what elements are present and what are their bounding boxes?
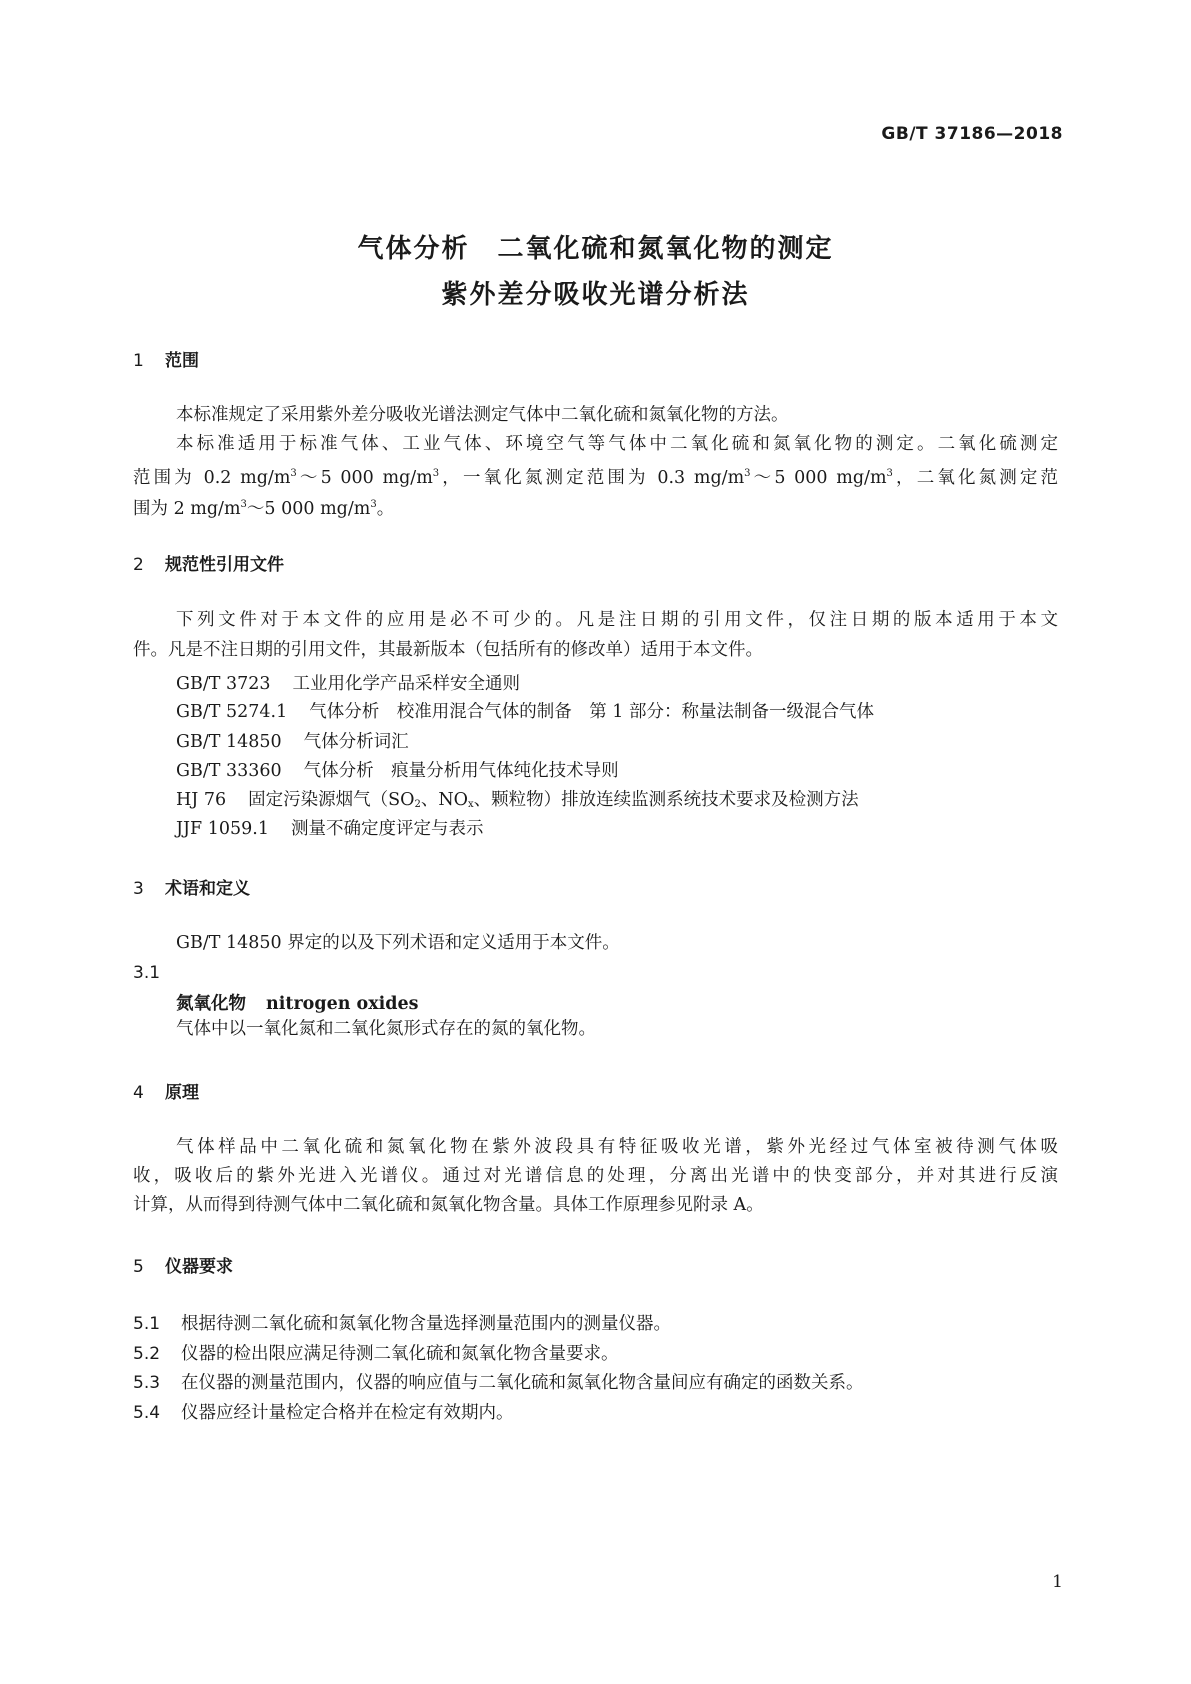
superscript: 3 [432,468,440,479]
text-run: 范围为 0.2 mg/m [133,468,291,488]
subscript: 2 [414,799,421,810]
requirement-item [133,1310,671,1335]
term-zh: 氮氧化物 [176,994,246,1014]
reference-code: GB/T 3723 [176,674,271,694]
text-run: ，一氧化氮测定范围为 0.3 mg/m [439,468,745,488]
text-run: ～5 000 mg/m [750,468,887,488]
reference-title: 、颗粒物）排放连续监测系统技术要求及检测方法 [473,790,859,810]
s4-line1: 气体样品中二氧化硫和氮氧化物在紫外波段具有特征吸收光谱，紫外光经过气体室被待测气体吸 [176,1137,1058,1157]
requirement-item [133,1399,514,1424]
reference-item [176,757,619,782]
term-en: nitrogen oxides [266,994,419,1014]
s1-para2-line1: 本标准适用于标准气体、工业气体、环境空气等气体中二氧化硫和氮氧化物的测定。二氧化硫测定 [176,434,1058,454]
s3-para: GB/T 14850 界定的以及下列术语和定义适用于本文件。 [176,933,620,953]
section-1-heading [133,346,199,371]
reference-code: JJF 1059.1 [176,819,269,839]
section-number: 5 [133,1257,144,1277]
superscript: 3 [240,499,247,510]
term-number: 3.1 [133,963,161,983]
superscript: 3 [370,499,377,510]
requirement-text: 根据待测二氧化硫和氮氧化物含量选择测量范围内的测量仪器。 [181,1314,671,1334]
page-number: 1 [1052,1572,1063,1592]
text-run: 。 [376,499,395,519]
reference-item [176,728,409,753]
reference-code: GB/T 5274.1 [176,702,288,722]
requirement-number: 5.4 [133,1403,161,1423]
section-title: 术语和定义 [165,879,250,899]
reference-title: 工业用化学产品采样安全通则 [292,674,521,694]
reference-code: HJ 76 [176,790,227,810]
reference-item [176,786,859,811]
reference-title: 气体分析 痕量分析用气体纯化技术导则 [303,761,619,781]
term-definition: 气体中以一氧化氮和二氧化氮形式存在的氮的氧化物。 [176,1019,596,1039]
section-3-heading [133,874,250,899]
section-number: 2 [133,555,144,575]
requirement-text: 在仪器的测量范围内，仪器的响应值与二氧化硫和氮氧化物含量间应有确定的函数关系。 [181,1373,864,1393]
section-number: 1 [133,351,144,371]
reference-item [176,815,483,840]
requirement-number: 5.3 [133,1373,161,1393]
document-title-line1: 气体分析 二氧化硫和氮氧化物的测定 [357,234,834,264]
s1-para1: 本标准规定了采用紫外差分吸收光谱法测定气体中二氧化硫和氮氧化物的方法。 [176,405,789,425]
section-5-heading [133,1252,233,1277]
text-run: ，二氧化氮测定范 [892,468,1059,488]
section-title: 范围 [165,351,199,371]
reference-title: 测量不确定度评定与表示 [290,819,484,839]
reference-title: 固定污染源烟气（SO [248,790,415,810]
requirement-item [133,1369,864,1394]
section-2-heading [133,550,284,575]
s1-para2-line3 [133,489,394,525]
superscript: 3 [744,468,751,479]
reference-code: GB/T 14850 [176,732,282,752]
reference-title: 气体分析 校准用混合气体的制备 第 1 部分：称量法制备一级混合气体 [309,702,874,722]
requirement-number: 5.2 [133,1344,161,1364]
term-entry [176,990,419,1015]
section-number: 3 [133,879,144,899]
reference-item [176,670,520,695]
section-title: 仪器要求 [165,1257,233,1277]
s4-line3: 计算，从而得到待测气体中二氧化硫和氮氧化物含量。具体工作原理参见附录 A。 [133,1195,764,1215]
superscript: 3 [290,468,297,479]
requirement-item [133,1340,619,1365]
reference-title: 气体分析词汇 [303,732,409,752]
requirement-text: 仪器应经计量检定合格并在检定有效期内。 [181,1403,514,1423]
text-run: 围为 2 mg/m [133,499,241,519]
document-title-line2: 紫外差分吸收光谱分析法 [441,280,750,310]
reference-code: GB/T 33360 [176,761,282,781]
reference-item [176,698,874,723]
s2-para-line2: 件。凡是不注日期的引用文件，其最新版本（包括所有的修改单）适用于本文件。 [133,640,763,660]
reference-title: 、NO [420,790,468,810]
requirement-number: 5.1 [133,1314,161,1334]
text-run: ～5 000 mg/m [246,499,371,519]
standard-code: GB/T 37186—2018 [881,124,1063,144]
s2-para-line1: 下列文件对于本文件的应用是必不可少的。凡是注日期的引用文件，仅注日期的版本适用于本文 [176,610,1058,630]
text-run: ～5 000 mg/m [296,468,433,488]
section-title: 原理 [165,1083,199,1103]
requirement-text: 仪器的检出限应满足待测二氧化硫和氮氧化物含量要求。 [181,1344,619,1364]
section-4-heading [133,1078,199,1103]
superscript: 3 [886,468,893,479]
section-title: 规范性引用文件 [165,555,284,575]
s4-line2: 收，吸收后的紫外光进入光谱仪。通过对光谱信息的处理，分离出光谱中的快变部分，并对其进行反演 [133,1166,1058,1186]
subscript: x [468,799,474,810]
section-number: 4 [133,1083,144,1103]
